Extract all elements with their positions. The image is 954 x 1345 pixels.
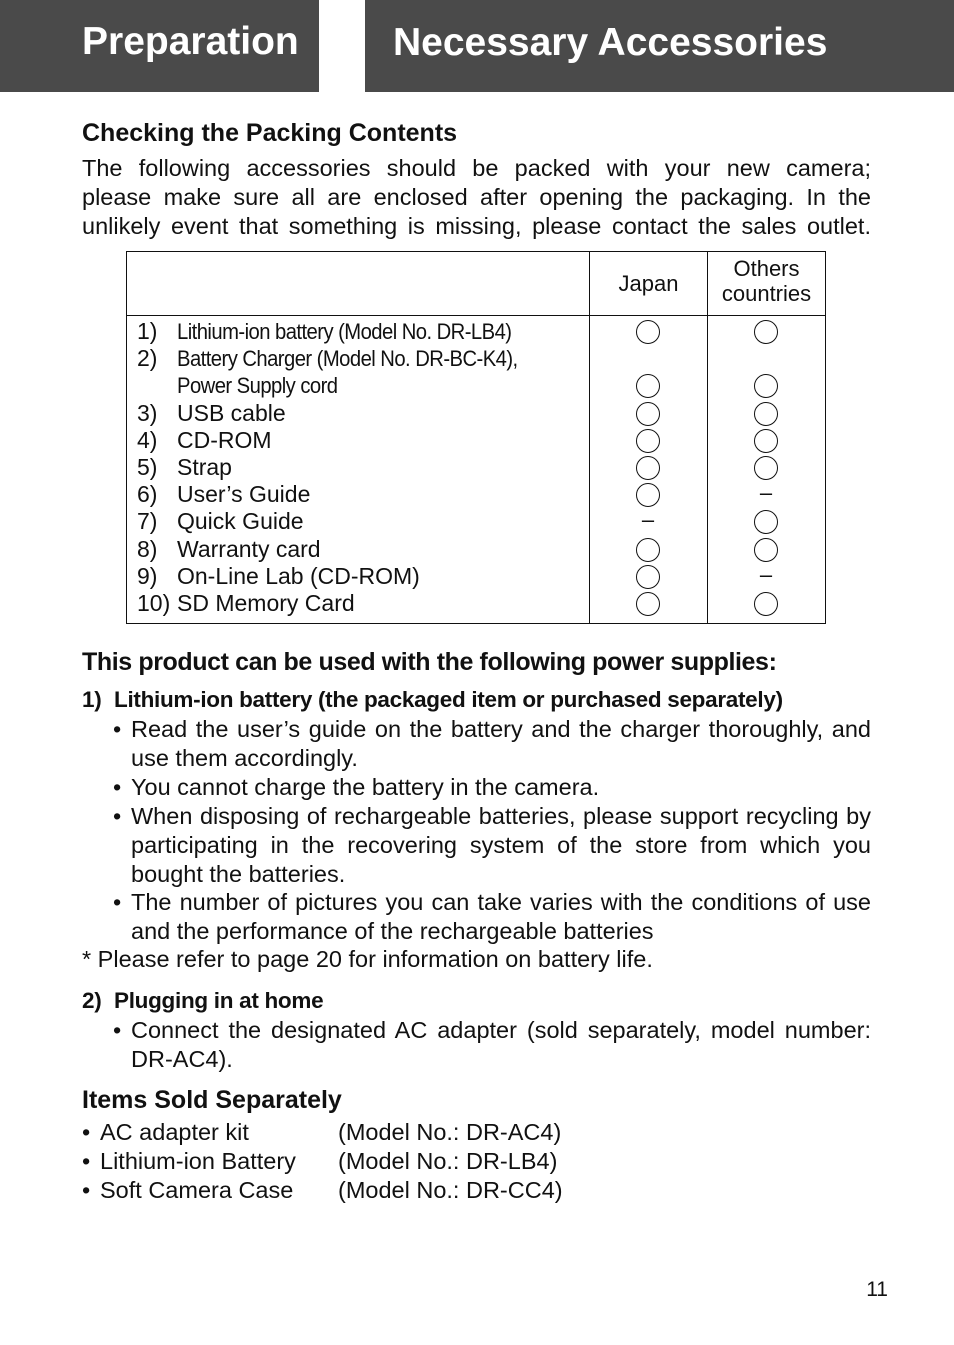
column-header-japan: Japan xyxy=(618,271,679,296)
page-title-tab xyxy=(365,0,954,92)
included-circle-icon xyxy=(754,374,778,398)
table-header-rule xyxy=(127,315,825,316)
row-number: 9) xyxy=(137,562,158,589)
row-item-name: User’s Guide xyxy=(177,481,311,508)
not-included-mark: – xyxy=(759,561,773,587)
list-item: • Read the user’s guide on the battery and the charger thoroughly, and use them accordingly. xyxy=(113,716,871,771)
power-item-2-number: 2) xyxy=(82,988,102,1013)
included-circle-icon xyxy=(636,483,660,507)
page-number: 11 xyxy=(866,1278,888,1301)
page-title: Necessary Accessories xyxy=(393,21,828,64)
list-item: • You cannot charge the battery in the camera. xyxy=(113,773,871,802)
row-item-name: Battery Charger (Model No. DR-BC-K4), xyxy=(177,346,518,372)
power-heading: This product can be used with the following power supplies: xyxy=(82,648,777,676)
included-circle-icon xyxy=(754,320,778,344)
row-item-name: Strap xyxy=(177,454,232,480)
row-number: 4) xyxy=(137,426,158,453)
packing-line-3: unlikely event that something is missing, please contact the sales outlet. xyxy=(82,213,871,239)
not-included-mark: – xyxy=(759,480,773,506)
row-number: 5) xyxy=(137,454,158,480)
packing-line-1: The following accessories should be packed with your new camera; xyxy=(82,155,871,181)
row-number: 7) xyxy=(137,508,158,535)
column-header-others-line1: Others xyxy=(733,256,800,281)
power-item-1-number: 1) xyxy=(82,687,102,712)
included-circle-icon xyxy=(636,402,660,426)
list-item: • Connect the designated AC adapter (sold separately, model number: DR-AC4). xyxy=(113,1017,871,1072)
sold-item-model: (Model No.: DR-AC4) xyxy=(338,1119,562,1145)
power-item-2-label: Plugging in at home xyxy=(114,988,324,1013)
power-bullet-4: The number of pictures you can take varies with the conditions of use and the performance of the rechargeable batteries xyxy=(131,889,871,944)
row-number: 8) xyxy=(137,535,158,562)
table-row xyxy=(127,372,825,399)
table-row xyxy=(127,508,825,535)
packing-line-2: please make sure all are enclosed after opening the packaging. In the xyxy=(82,184,871,210)
accessories-table xyxy=(126,251,826,624)
column-header-others xyxy=(708,256,825,306)
table-row xyxy=(127,536,825,563)
included-circle-icon xyxy=(754,402,778,426)
sold-item-name: Lithium-ion Battery xyxy=(100,1148,296,1174)
packing-paragraph xyxy=(82,154,871,241)
list-item: • The number of pictures you can take varies with the conditions of use and the performance of the rechargeable batteries xyxy=(113,889,871,944)
power-bullet-1: Read the user’s guide on the battery and the charger thoroughly, and use them accordingly. xyxy=(131,716,871,771)
sold-separately-heading: Items Sold Separately xyxy=(82,1086,342,1114)
table-row xyxy=(127,563,825,590)
section-tab xyxy=(0,0,319,92)
packing-heading: Checking the Packing Contents xyxy=(82,119,458,147)
sold-item-name: Soft Camera Case xyxy=(100,1177,294,1203)
included-circle-icon xyxy=(636,565,660,589)
row-number: 10) xyxy=(137,590,171,616)
power-bullet-2: You cannot charge the battery in the camera. xyxy=(131,774,600,800)
not-included-mark: – xyxy=(641,507,655,533)
row-number: 1) xyxy=(137,318,158,344)
included-circle-icon xyxy=(636,592,660,616)
included-circle-icon xyxy=(754,429,778,453)
sold-item-model: (Model No.: DR-CC4) xyxy=(338,1177,563,1203)
included-circle-icon xyxy=(636,538,660,562)
row-item-name: Lithium-ion battery (Model No. DR-LB4) xyxy=(177,319,512,344)
power-item-2-bullet: Connect the designated AC adapter (sold separately, model number: DR-AC4). xyxy=(131,1017,871,1072)
row-item-name: SD Memory Card xyxy=(177,590,355,616)
power-item-2-title xyxy=(82,988,323,1014)
power-item-1-title xyxy=(82,687,783,713)
sold-item-name: AC adapter kit xyxy=(100,1119,249,1145)
included-circle-icon xyxy=(754,456,778,480)
list-item: • When disposing of rechargeable batteries, please support recycling by participating in the recovering system of the store from which you bought the batteries. xyxy=(113,803,871,887)
table-row xyxy=(127,481,825,508)
power-item-1-label: Lithium-ion battery (the packaged item or purchased separately) xyxy=(114,687,783,712)
included-circle-icon xyxy=(754,538,778,562)
table-row xyxy=(127,318,825,345)
row-item-name: CD-ROM xyxy=(177,426,272,453)
row-item-name: USB cable xyxy=(177,399,286,426)
row-number: 3) xyxy=(137,399,158,426)
included-circle-icon xyxy=(636,374,660,398)
included-circle-icon xyxy=(754,510,778,534)
table-row xyxy=(127,345,825,372)
row-item-name: Power Supply cord xyxy=(177,373,338,399)
battery-life-note: * Please refer to page 20 for information on battery life. xyxy=(82,946,653,972)
row-number: 6) xyxy=(137,481,158,508)
sold-item-model: (Model No.: DR-LB4) xyxy=(338,1148,558,1174)
table-row xyxy=(127,400,825,427)
included-circle-icon xyxy=(636,429,660,453)
column-header-others-line2: countries xyxy=(721,281,812,306)
row-item-name: Warranty card xyxy=(177,535,321,562)
row-item-name: Quick Guide xyxy=(177,508,304,535)
table-row xyxy=(127,590,825,617)
included-circle-icon xyxy=(636,320,660,344)
section-tab-label: Preparation xyxy=(82,20,299,63)
table-row xyxy=(127,454,825,481)
table-row xyxy=(127,427,825,454)
row-number: 2) xyxy=(137,345,158,372)
row-item-name: On-Line Lab (CD-ROM) xyxy=(177,562,420,589)
power-bullet-3: When disposing of rechargeable batteries, please support recycling by participating in the recovering system of the store from which you bought the batteries. xyxy=(131,803,871,887)
included-circle-icon xyxy=(754,592,778,616)
included-circle-icon xyxy=(636,456,660,480)
